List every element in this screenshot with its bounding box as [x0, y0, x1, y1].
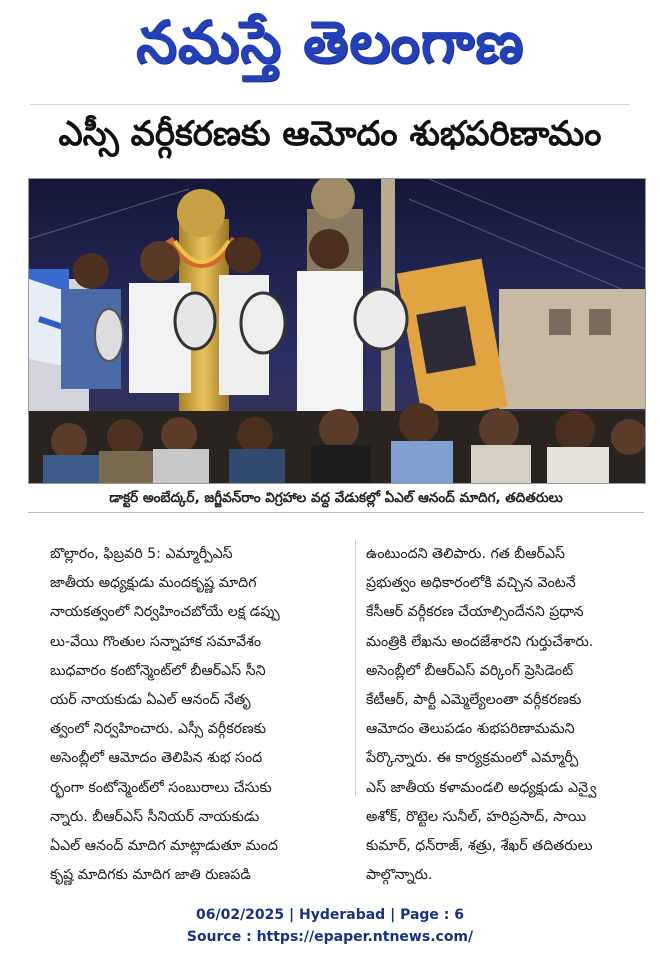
article-text-line: మంత్రికి లేఖను అందజేశారని గుర్తుచేశారు. [366, 633, 594, 650]
photo-caption-block [28, 486, 644, 513]
article-text-line: అసెంబ్లీలో బీఆర్‌ఎస్ వర్కింగ్ ప్రెసిడెంట్ [366, 662, 574, 679]
celebration-photo-illustration [29, 179, 645, 483]
article-column-right [366, 540, 652, 884]
photo-caption: డాక్టర్ అంబేద్కర్, జగ్జీవన్‌రాం విగ్రహాల వద్ద వేడుకల్లో ఏఎల్ ఆనంద్ మాదిగ, తదితరులు [109, 489, 563, 506]
article-text-line: జాతీయ అధ్యక్షుడు మందకృష్ణ మాదిగ [50, 575, 257, 592]
article-text-line: పేర్కొన్నారు. ఈ కార్యక్రమంలో ఎమ్మార్పీ [366, 750, 579, 767]
article-text-line: బుధవారం కంటోన్మెంట్‌లో బీఆర్‌ఎస్ సీని [50, 662, 266, 679]
article-text-line: బొల్లారం, ఫిబ్రవరి 5: ఎమ్మార్పీఎస్ [50, 546, 233, 562]
article-text-line: పాల్గొన్నారు. [366, 867, 433, 884]
article-text-line: ప్రభుత్వం అధికారంలోకి వచ్చిన వెంటనే [366, 575, 576, 592]
article-text-line: ఎస్ జాతీయ కళామండలి అధ్యక్షుడు ఎన్వై [366, 779, 597, 796]
article-text-line: యర్ నాయకుడు ఏఎల్ ఆనంద్ నేతృ [50, 691, 251, 708]
newspaper-masthead [0, 6, 660, 92]
article-text-line: ఆమోదం తెలుపడం శుభపరిణామమని [366, 721, 575, 738]
article-text-line: కృష్ణ మాదిగకు మాదిగ జాతి రుణపడి [50, 867, 251, 884]
masthead-divider [30, 104, 630, 105]
source-link[interactable]: Source : https://epaper.ntnews.com/ [186, 929, 474, 945]
article-text-line: న్నారు. బీఆర్‌ఎస్ సీనియర్ నాయకుడు [50, 808, 260, 825]
article-text-line: అసెంబ్లీలో ఆమోదం తెలిపిన శుభ సంద [50, 750, 263, 767]
article-photo [28, 178, 646, 484]
edition-info: 06/02/2025 | Hyderabad | Page : 6 [195, 907, 465, 923]
article-text-line: కేసీఆర్ వర్గీకరణ చేయాల్సిందేనని ప్రధాన [366, 604, 584, 621]
article-text-line: నాయకత్వంలో నిర్వహించబోయే లక్ష డప్పు [50, 604, 280, 621]
article-text-line: కేటీఆర్, పార్టీ ఎమ్మెల్యేలంతా వర్గీకరణకు [366, 691, 582, 708]
article-text-line: ఉంటుందని తెలిపారు. గత బీఆర్‌ఎస్ [366, 546, 566, 562]
article-text-line: అశోక్, రొట్టెల సునీల్, హరిప్రసాద్, సాయి [366, 808, 587, 825]
article-column-left [50, 540, 350, 884]
article-text-line: కుమార్, ధన్‌రాజ్, శత్రు, శేఖర్ తదితరులు [366, 837, 593, 854]
article-text-line: లు-వేయి గొంతుల సన్నాహాక సమావేశం [50, 633, 262, 650]
article-text-line: ర్భంగా కంటోన్మెంట్‌లో సంబురాలు చేసుకు [50, 779, 272, 796]
article-text-line: త్వంలో నిర్వహించారు. ఎస్సీ వర్గీకరణకు [50, 721, 267, 738]
masthead-title: నమస్తే తెలంగాణ [136, 7, 524, 76]
article-headline-block [20, 110, 640, 166]
column-divider [355, 540, 356, 796]
article-text-line: ఏఎల్ ఆనంద్ మాదిగ మాట్లాడుతూ మంద [50, 837, 278, 854]
article-headline: ఎస్సీ వర్గీకరణకు ఆమోదం శుభపరిణామం [58, 114, 602, 154]
